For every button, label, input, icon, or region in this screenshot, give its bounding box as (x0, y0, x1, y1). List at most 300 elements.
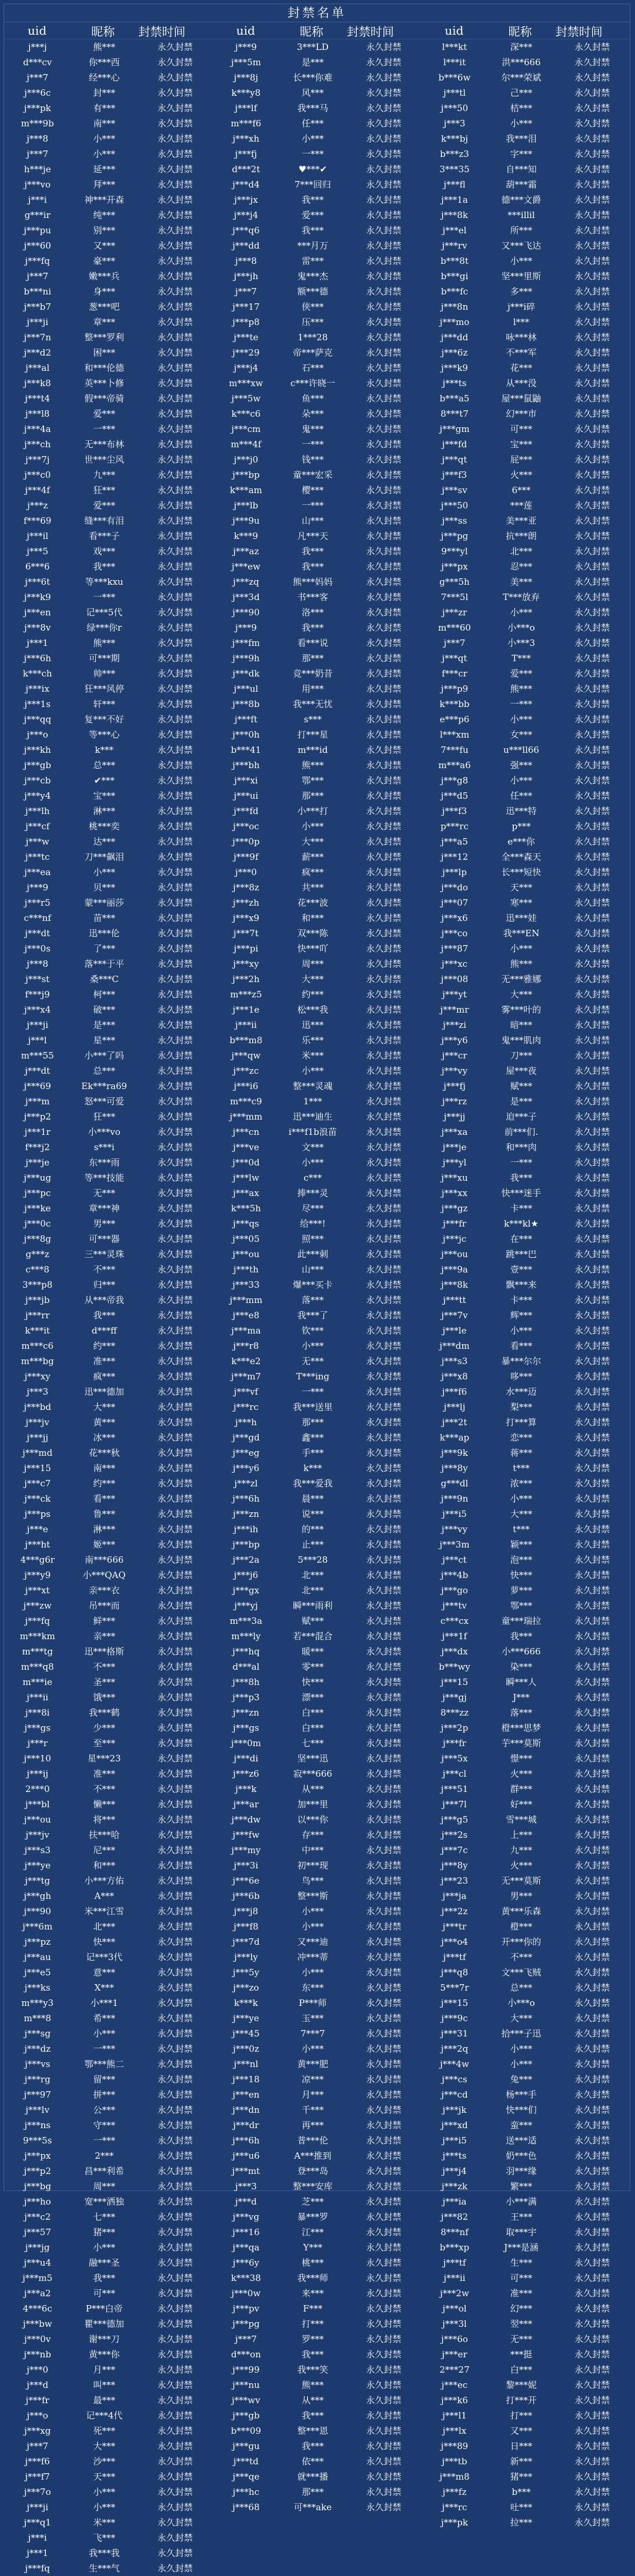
uid-cell: j***xd (441, 2120, 468, 2131)
table-row (4, 2011, 213, 2026)
uid-cell: j***j6 (233, 1570, 259, 1580)
table-row (213, 1369, 422, 1384)
table-row (213, 2438, 422, 2454)
uid-cell: j***vs (25, 2059, 51, 2069)
uid-cell: j***6m (22, 1921, 53, 1932)
ban-time-cell: 永久封禁 (157, 882, 193, 893)
uid-cell: j***69 (24, 1081, 51, 1091)
uid-cell: j***je (25, 1157, 50, 1168)
nickname-cell: 绿***你r (86, 622, 122, 633)
ban-time-cell: 永久封禁 (366, 974, 402, 984)
table-row (421, 1919, 630, 1934)
table-row (4, 2225, 213, 2240)
uid-cell: j***j8 (233, 1906, 259, 1917)
table-row (4, 1048, 213, 1063)
table-body (213, 39, 422, 2515)
table-row (421, 589, 630, 605)
uid-cell: j***qw (231, 1050, 261, 1061)
table-row (213, 2056, 422, 2072)
table-row (213, 177, 422, 192)
table-row (4, 269, 213, 284)
ban-time-cell: 永久封禁 (574, 485, 610, 495)
table-row (4, 1262, 213, 1277)
table-row (421, 727, 630, 742)
uid-cell: j***2z (441, 1906, 468, 1917)
uid-cell: j***tb (442, 2456, 467, 2467)
uid-cell: j***ks (24, 1982, 51, 1993)
uid-cell: j***pg (232, 2319, 260, 2329)
table-row (421, 2377, 630, 2393)
ban-time-cell: 永久封禁 (366, 347, 402, 358)
ban-time-cell: 永久封禁 (574, 1677, 610, 1687)
uid-cell: f***69 (24, 515, 52, 526)
ban-time-cell: 永久封禁 (574, 2105, 610, 2115)
nickname-cell: 葫***霜 (506, 179, 537, 190)
uid-cell: j***xi (234, 775, 258, 786)
nickname-cell: 打*** (302, 2319, 324, 2329)
nickname-cell: 小*** (93, 867, 115, 877)
nickname-cell: 3***LD (296, 42, 329, 52)
nickname-cell: 小***了吗 (84, 1050, 124, 1061)
uid-cell: k***y8 (231, 88, 261, 98)
nickname-cell: 鄂*** (302, 775, 324, 786)
table-row (213, 1017, 422, 1033)
uid-cell: j***x8 (441, 1371, 468, 1382)
table-row (4, 1827, 213, 1843)
ban-time-cell: 永久封禁 (157, 760, 193, 771)
ban-time-cell: 永久封禁 (574, 790, 610, 801)
uid-cell: j***xh (232, 133, 260, 144)
uid-cell: j***fr (25, 2395, 49, 2406)
uid-cell: j***pz (24, 1937, 51, 1947)
uid-cell: j***f3 (442, 470, 467, 480)
uid-cell: j***qt (442, 454, 467, 465)
ban-time-cell: 永久封禁 (366, 729, 402, 740)
table-row (421, 758, 630, 773)
ban-time-cell: 永久封禁 (574, 1952, 610, 1962)
ban-time-cell: 永久封禁 (157, 1631, 193, 1642)
uid-cell: j***7c (441, 1845, 468, 1855)
ban-time-cell: 永久封禁 (157, 928, 193, 939)
nickname-cell: 1***28 (298, 332, 328, 343)
nickname-cell: 将*** (93, 1814, 115, 1825)
table-row (421, 1338, 630, 1354)
ban-time-cell: 永久封禁 (574, 897, 610, 908)
table-row (213, 1140, 422, 1155)
nickname-cell: 依*** (302, 2456, 324, 2467)
nickname-cell: 那*** (302, 790, 324, 801)
uid-cell: m***60 (438, 622, 471, 633)
uid-cell: 6***6 (25, 561, 50, 572)
nickname-cell: 小*** (93, 149, 115, 159)
uid-cell: j***fq (25, 2563, 50, 2574)
nickname-cell: c***许晓一 (290, 378, 335, 388)
table-row (4, 910, 213, 926)
uid-cell: j***f8 (233, 1921, 259, 1932)
nickname-cell: F*** (303, 2303, 323, 2314)
ban-time-cell: 永久封禁 (157, 1677, 193, 1687)
uid-cell: m***55 (21, 1050, 54, 1061)
uid-cell: j***mr (440, 1004, 469, 1015)
ban-time-cell: 永久封禁 (157, 684, 193, 694)
nickname-cell: l*** (513, 317, 530, 327)
table-row (421, 1873, 630, 1888)
table-row (213, 1659, 422, 1674)
uid-cell: 2***27 (439, 2364, 470, 2375)
nickname-cell: 小*** (510, 256, 533, 266)
ban-time-cell: 永久封禁 (574, 1830, 610, 1840)
table-row (213, 1629, 422, 1644)
uid-cell: j***rz (442, 1096, 467, 1107)
ban-time-cell: 永久封禁 (366, 1142, 402, 1153)
uid-cell: j***lx (442, 2426, 467, 2436)
ban-time-cell: 永久封禁 (157, 57, 193, 68)
table-row (213, 1705, 422, 1720)
nickname-cell: 整***罗利 (84, 332, 124, 343)
ban-time-cell: 永久封禁 (574, 1600, 610, 1611)
table-row (213, 1155, 422, 1170)
nickname-cell: 小*** (510, 775, 533, 786)
ban-time-cell: 永久封禁 (157, 225, 193, 236)
ban-time-cell: 永久封禁 (157, 1111, 193, 1122)
uid-cell: c***cx (440, 1616, 469, 1626)
table-row (421, 849, 630, 865)
uid-cell: j***nb (24, 2349, 51, 2360)
ban-time-cell: 永久封禁 (574, 302, 610, 312)
table-row (4, 406, 213, 421)
uid-cell: j***gb (232, 2410, 260, 2421)
nickname-cell: 最*** (93, 2395, 115, 2406)
nickname-cell: 大*** (93, 1402, 115, 1412)
ban-time-cell: 永久封禁 (157, 729, 193, 740)
nickname-cell: c*** (303, 1173, 322, 1183)
nickname-cell: 芋***莫斯 (501, 1738, 542, 1748)
nickname-cell: 大*** (302, 836, 324, 847)
nickname-cell: 桑***C (89, 974, 119, 984)
uid-cell: j***u6 (232, 2150, 260, 2161)
uid-cell: j***ji (26, 1020, 49, 1030)
nickname-cell: 吊***而 (88, 1600, 120, 1611)
uid-cell: j***4b (440, 1570, 469, 1580)
ban-time-cell: 永久封禁 (574, 1341, 610, 1351)
uid-cell: j***bp (232, 1539, 260, 1550)
ban-time-cell: 永久封禁 (366, 470, 402, 480)
uid-cell: f***j9 (25, 989, 50, 1000)
ban-time-cell: 永久封禁 (574, 1509, 610, 1519)
table-row (4, 2148, 213, 2163)
nickname-cell: 生***气 (88, 2563, 120, 2574)
nickname-cell: 一*** (302, 500, 324, 511)
uid-cell: b***xp (439, 2242, 470, 2253)
ban-time-cell: 永久封禁 (366, 622, 402, 633)
uid-cell: j***05 (232, 1234, 260, 1244)
uid-cell: j***cb (24, 775, 51, 786)
ban-time-cell: 永久封禁 (366, 714, 402, 725)
nickname-cell: 迫***子 (506, 1111, 537, 1122)
uid-cell: j***4f (25, 485, 50, 495)
uid-cell: j***mt (232, 2166, 260, 2176)
ban-time-cell: 永久封禁 (574, 1937, 610, 1947)
nickname-cell: 黎***妮 (506, 2380, 537, 2390)
uid-cell: j***57 (24, 2227, 51, 2237)
nickname-cell: 坚***迅 (297, 1753, 329, 1764)
table-row (421, 1430, 630, 1445)
table-row (4, 1292, 213, 1308)
table-row (213, 544, 422, 559)
nickname-cell: 拉*** (510, 2517, 533, 2528)
uid-cell: j***ia (442, 2196, 467, 2207)
nickname-cell: 鲁*** (93, 1509, 115, 1519)
nickname-cell: 英***卜修 (84, 378, 124, 388)
ban-time-cell: 永久封禁 (574, 1570, 610, 1580)
ban-time-cell: 永久封禁 (157, 745, 193, 755)
uid-cell: j***jk (442, 2105, 467, 2115)
table-row (4, 1797, 213, 1812)
ban-time-cell: 永久封禁 (157, 1173, 193, 1183)
uid-cell: g***z (25, 1249, 49, 1259)
ban-time-cell: 永久封禁 (366, 2426, 402, 2436)
table-row (4, 1201, 213, 1216)
table-row (213, 1201, 422, 1216)
ban-time-cell: 永久封禁 (366, 1341, 402, 1351)
nickname-cell: 假***帝骑 (84, 393, 124, 404)
uid-cell: m***y3 (21, 1998, 54, 2008)
table-row (213, 635, 422, 651)
nickname-cell: 大*** (510, 2013, 533, 2024)
table-row (213, 2118, 422, 2133)
ban-time-cell: 永久封禁 (574, 1402, 610, 1412)
nickname-cell: 我*** (302, 195, 324, 205)
uid-cell: j***u4 (24, 2257, 51, 2268)
ban-time-cell: 永久封禁 (366, 2319, 402, 2329)
nickname-cell: 鬼*** (302, 424, 324, 434)
table-row (4, 1109, 213, 1124)
nickname-cell: 抗***朗 (506, 531, 537, 541)
uid-cell: j***xy (24, 1371, 51, 1382)
ban-time-cell: 永久封禁 (574, 363, 610, 373)
uid-cell: e***p6 (439, 714, 470, 725)
uid-cell: j***6h (232, 2135, 260, 2146)
uid-cell: j***nu (232, 2380, 260, 2390)
table-row (4, 1843, 213, 1858)
table-row (213, 2423, 422, 2438)
table-row (213, 1002, 422, 1017)
ban-time-cell: 永久封禁 (157, 1386, 193, 1397)
uid-cell: j***8j (233, 72, 259, 83)
nickname-cell: 小*** (510, 607, 533, 618)
ban-time-cell: 永久封禁 (157, 638, 193, 648)
table-row (213, 2041, 422, 2056)
ban-time-cell: 永久封禁 (157, 2410, 193, 2421)
table-row (213, 1430, 422, 1445)
nickname-cell: 又*** (510, 2426, 533, 2436)
ban-time-cell: 永久封禁 (366, 775, 402, 786)
nickname-cell: 小*** (510, 1325, 533, 1336)
uid-cell: j***zo (233, 1982, 259, 1993)
ban-time-cell: 永久封禁 (366, 1585, 402, 1596)
uid-cell: k***am (230, 485, 262, 495)
table-row (4, 146, 213, 162)
uid-cell: j***3 (235, 2181, 257, 2192)
uid-cell: j***8 (235, 256, 257, 266)
table-row (4, 101, 213, 116)
ban-time-cell: 永久封禁 (157, 347, 193, 358)
table-row (421, 1736, 630, 1751)
ban-time-cell: 永久封禁 (574, 470, 610, 480)
table-row (4, 727, 213, 742)
table-row (4, 467, 213, 483)
ban-time-cell: 永久封禁 (157, 1799, 193, 1810)
nickname-cell: ♥***✔ (298, 164, 327, 175)
table-row (421, 2179, 630, 2194)
table-row (213, 727, 422, 742)
ban-time-cell: 永久封禁 (157, 1203, 193, 1214)
ban-time-cell: 永久封禁 (366, 577, 402, 587)
table-row (4, 696, 213, 712)
nickname-cell: 我*** (302, 561, 324, 572)
nickname-cell: 强*** (510, 760, 533, 771)
table-row (213, 1445, 422, 1460)
uid-cell: j***dd (232, 240, 260, 251)
ban-time-cell: 永久封禁 (157, 424, 193, 434)
nickname-cell: 迅***娃 (506, 913, 537, 923)
ban-time-cell: 永久封禁 (157, 164, 193, 175)
uid-cell: j***15 (440, 1677, 469, 1687)
table-row (4, 1338, 213, 1354)
ban-time-cell: 永久封禁 (574, 2089, 610, 2100)
table-row (4, 1552, 213, 1567)
ban-time-cell: 永久封禁 (574, 1417, 610, 1428)
uid-cell: j***gm (439, 424, 470, 434)
table-row (421, 635, 630, 651)
uid-cell: j***ui (233, 790, 259, 801)
nickname-cell: 书***客 (297, 592, 329, 602)
table-row (4, 2438, 213, 2454)
uid-cell: j***dm (439, 1341, 470, 1351)
ban-time-cell: 永久封禁 (157, 2380, 193, 2390)
table-row (213, 192, 422, 207)
nickname-cell: 豪*** (93, 256, 115, 266)
nickname-cell: 是*** (302, 57, 324, 68)
ban-time-cell: 永久封禁 (157, 622, 193, 633)
nickname-cell: 杨***手 (506, 2089, 537, 2100)
uid-cell: j***8k (441, 210, 468, 220)
uid-cell: 8***zz (440, 1707, 469, 1718)
nickname-cell: Y*** (303, 2242, 323, 2253)
uid-cell: j***cf (25, 821, 50, 832)
nickname-cell: 准*** (93, 1356, 115, 1366)
uid-cell: j***8i (25, 1707, 50, 1718)
ban-time-cell: 永久封禁 (574, 531, 610, 541)
nickname-cell: 熊***妈妈 (293, 577, 333, 587)
table-row (421, 345, 630, 360)
nickname-cell: 山*** (302, 515, 324, 526)
nickname-cell: 瞬***人 (506, 1677, 537, 1687)
nickname-cell: 迅***迪生 (293, 1111, 333, 1122)
uid-cell: d***on (231, 2349, 261, 2360)
uid-cell: j***sg (24, 2028, 51, 2039)
ban-time-cell: 永久封禁 (157, 546, 193, 557)
uid-cell: m***3a (229, 1616, 262, 1626)
ban-time-cell: 永久封禁 (157, 1555, 193, 1565)
nickname-cell: 有*** (93, 103, 115, 113)
table-row (4, 2454, 213, 2469)
uid-cell: j***pk (441, 2517, 468, 2528)
nickname-cell: 圣*** (93, 1677, 115, 1687)
ban-time-cell: 永久封禁 (574, 2227, 610, 2237)
ban-time-cell: 永久封禁 (574, 1004, 610, 1015)
uid-cell: j***31 (440, 2028, 469, 2039)
ban-time-cell: 永久封禁 (366, 1371, 402, 1382)
ban-time-cell: 永久封禁 (157, 852, 193, 862)
nickname-cell: 鱼*** (302, 393, 324, 404)
table-row (421, 819, 630, 834)
uid-cell: j***px (441, 561, 468, 572)
nickname-cell: 在*** (510, 1234, 533, 1244)
table-row (4, 2056, 213, 2072)
table-row (421, 421, 630, 437)
table-row (213, 1583, 422, 1598)
nickname-cell: 深*** (510, 42, 533, 52)
uid-cell: j***xx (442, 1188, 468, 1198)
uid-cell: j***xt (25, 1585, 50, 1596)
nickname-cell: 文***飞贼 (501, 1967, 542, 1978)
ban-time-cell: 永久封禁 (157, 1188, 193, 1198)
uid-cell: j***gu (232, 2441, 260, 2451)
ban-time-cell: 永久封禁 (157, 2441, 193, 2451)
uid-cell: j***tl (443, 88, 466, 98)
nickname-cell: 玉*** (302, 2013, 324, 2024)
uid-cell: f***cr (442, 668, 467, 679)
table-row (213, 498, 422, 513)
table-row (213, 1873, 422, 1888)
uid-cell: j***ly (234, 1952, 258, 1962)
table-row (213, 2240, 422, 2255)
nickname-cell: 无***布林 (84, 439, 124, 450)
nickname-cell: 浓*** (510, 1478, 533, 1489)
table-row (421, 2072, 630, 2087)
uid-cell: j***mm (229, 1295, 263, 1305)
ban-time-cell: 永久封禁 (366, 1784, 402, 1794)
nickname-cell: 大*** (510, 989, 533, 1000)
ban-time-cell: 永久封禁 (157, 1035, 193, 1046)
uid-cell: l***xm (440, 729, 470, 740)
table-row (4, 1399, 213, 1415)
nickname-cell: 不***军 (506, 347, 537, 358)
nickname-cell: 留*** (93, 2074, 115, 2085)
uid-cell: j***7v (441, 1310, 468, 1321)
table-row (421, 207, 630, 223)
ban-time-cell: 永久封禁 (157, 1004, 193, 1015)
uid-cell: j***lb (233, 500, 259, 511)
table-row (421, 2286, 630, 2301)
table-row (421, 528, 630, 544)
uid-cell: 7***fu (440, 745, 469, 755)
ban-time-cell: 永久封禁 (574, 653, 610, 664)
table-row (421, 1995, 630, 2011)
table-row (213, 330, 422, 345)
table-row (4, 376, 213, 391)
ban-time-cell: 永久封禁 (366, 852, 402, 862)
ban-time-cell: 永久封禁 (157, 653, 193, 664)
nickname-cell: 帅*** (93, 668, 115, 679)
nickname-cell: 拜*** (93, 179, 115, 190)
table-row (4, 192, 213, 207)
table-row (4, 1445, 213, 1460)
table-row (213, 1308, 422, 1323)
uid-cell: l***kt (442, 42, 467, 52)
ban-time-cell: 永久封禁 (366, 1524, 402, 1535)
